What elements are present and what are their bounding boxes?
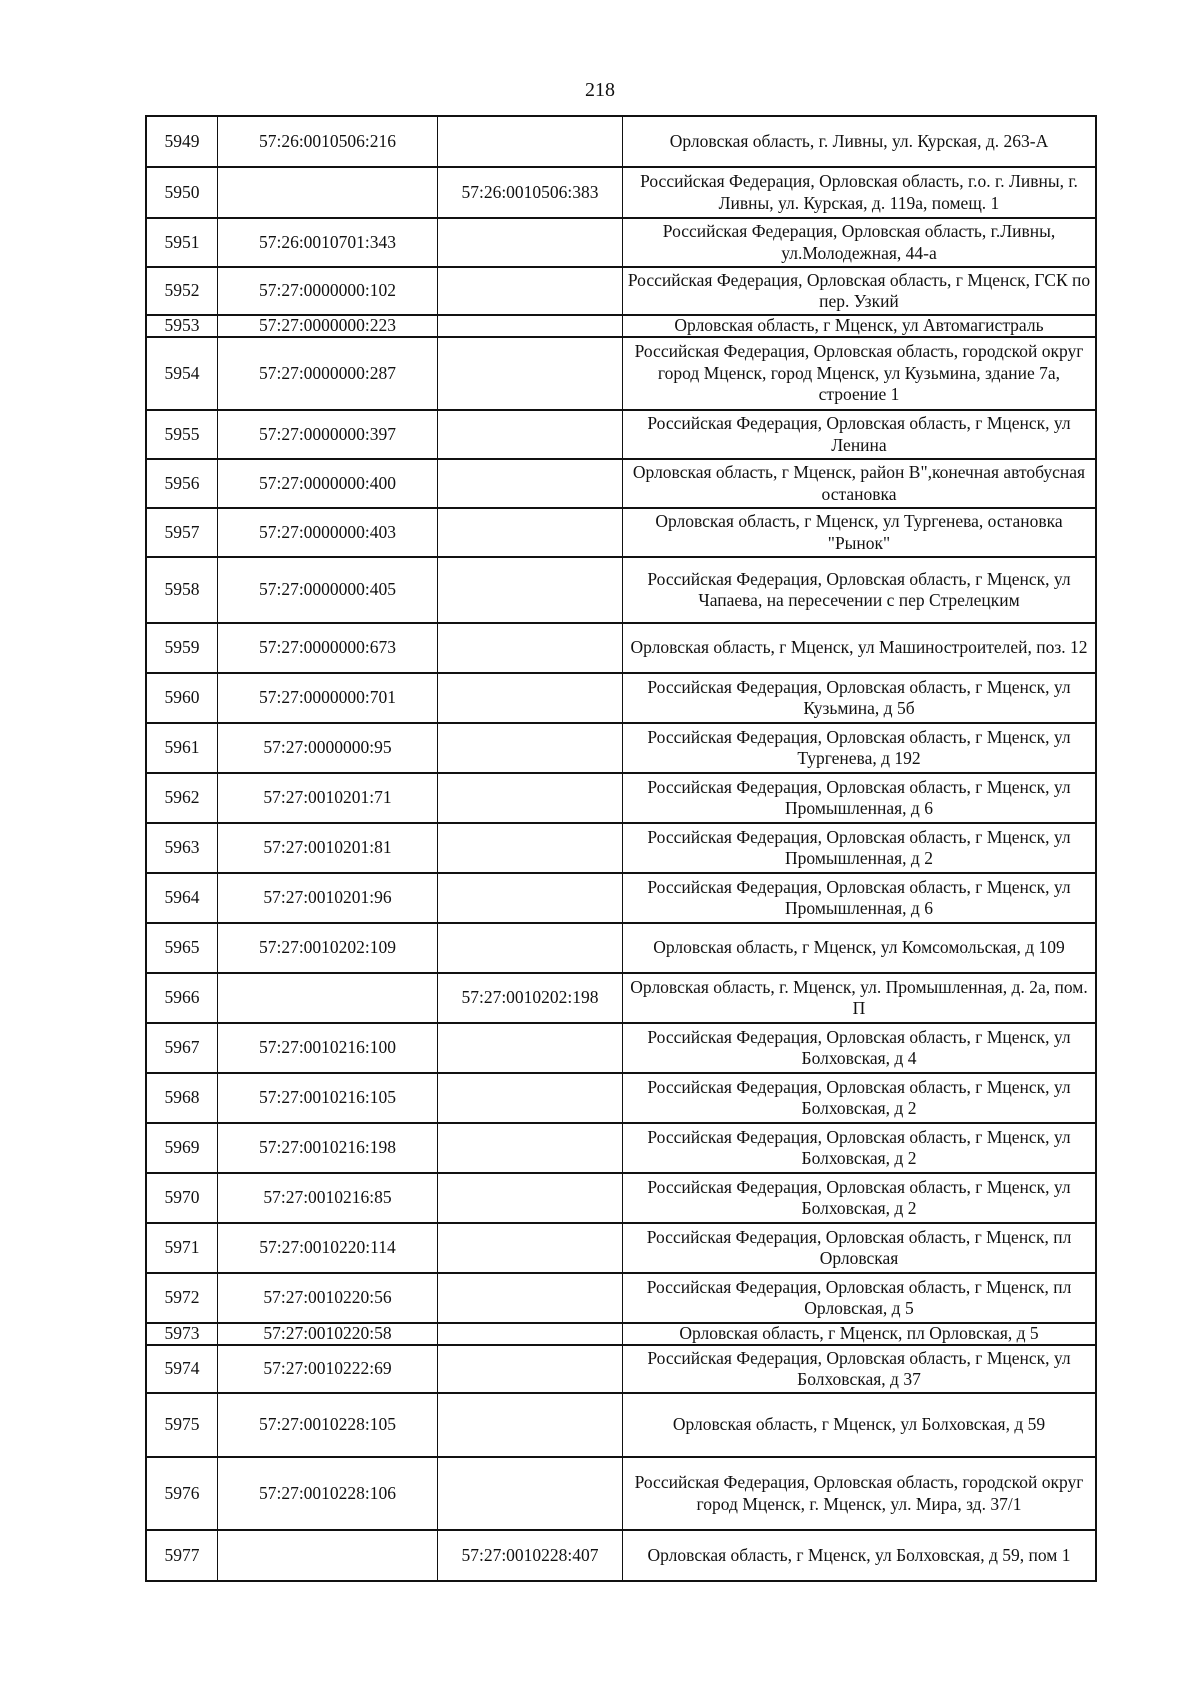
table-row xyxy=(147,168,1095,219)
row-number-cell: 5970 xyxy=(147,1174,218,1222)
cadastral-number-premises-cell xyxy=(438,724,623,772)
cadastral-number-premises-cell xyxy=(438,316,623,336)
address-cell: Российская Федерация, Орловская область, г Мценск, ул Болховская, д 2 xyxy=(647,1076,1071,1118)
address-cell: Российская Федерация, Орловская область, г Мценск, пл Орловская, д 5 xyxy=(646,1276,1072,1318)
cadastral-number-premises-cell xyxy=(438,924,623,972)
cadastral-number-cell: 57:27:0000000:95 xyxy=(218,724,438,772)
row-number-cell: 5962 xyxy=(147,774,218,822)
address-cell: Российская Федерация, Орловская область, г Мценск, ул Чапаева, на пересечении с пер Стрелецким xyxy=(647,568,1071,610)
cadastral-number-premises-cell xyxy=(438,558,623,622)
address-cell: Российская Федерация, Орловская область, г Мценск, пл Орловская xyxy=(646,1226,1072,1268)
cadastral-number-cell: 57:27:0010228:106 xyxy=(218,1458,438,1529)
table-row xyxy=(147,1531,1095,1582)
cadastral-number-cell: 57:27:0010222:69 xyxy=(218,1346,438,1392)
cadastral-number-premises-cell xyxy=(438,1224,623,1272)
cadastral-number-cell: 57:27:0000000:701 xyxy=(218,674,438,722)
address-cell: Орловская область, г Мценск, ул Болховская, д 59 xyxy=(672,1414,1046,1435)
address-cell: Российская Федерация, Орловская область, г Мценск, ГСК по пер. Узкий xyxy=(627,269,1091,311)
cadastral-number-premises-cell: 57:27:0010202:198 xyxy=(438,974,623,1022)
cadastral-number-premises-cell xyxy=(438,1174,623,1222)
row-number-cell: 5949 xyxy=(147,117,218,166)
row-number-cell: 5977 xyxy=(147,1531,218,1580)
table-row xyxy=(147,924,1095,974)
address-cell: Российская Федерация, Орловская область, г Мценск, ул Ленина xyxy=(647,413,1071,455)
cadastral-table xyxy=(145,115,1097,1582)
table-row xyxy=(147,624,1095,674)
address-cell: Российская Федерация, Орловская область, г Мценск, ул Промышленная, д 6 xyxy=(647,776,1071,818)
address-cell: Орловская область, г Мценск, ул Машиностроителей, поз. 12 xyxy=(630,637,1088,658)
table-row xyxy=(147,268,1095,316)
cadastral-number-premises-cell xyxy=(438,674,623,722)
row-number-cell: 5965 xyxy=(147,924,218,972)
address-cell: Российская Федерация, Орловская область, городской округ город Мценск, г. Мценск, ул. Мира, зд. 37/1 xyxy=(634,1472,1084,1514)
address-cell: Орловская область, г. Ливны, ул. Курская, д. 263-А xyxy=(669,130,1049,151)
cadastral-number-cell: 57:27:0010201:71 xyxy=(218,774,438,822)
row-number-cell: 5953 xyxy=(147,316,218,336)
row-number-cell: 5972 xyxy=(147,1274,218,1322)
address-cell: Российская Федерация, Орловская область, г Мценск, ул Болховская, д 37 xyxy=(647,1347,1071,1389)
row-number-cell: 5975 xyxy=(147,1394,218,1456)
row-number-cell: 5959 xyxy=(147,624,218,672)
address-cell: Российская Федерация, Орловская область, г Мценск, ул Болховская, д 2 xyxy=(647,1126,1071,1168)
address-cell: Орловская область, г Мценск, ул Болховская, д 59, пом 1 xyxy=(647,1544,1071,1565)
row-number-cell: 5950 xyxy=(147,168,218,217)
address-cell: Российская Федерация, Орловская область, г Мценск, ул Тургенева, д 192 xyxy=(647,726,1071,768)
cadastral-number-premises-cell xyxy=(438,219,623,266)
row-number-cell: 5966 xyxy=(147,974,218,1022)
address-cell: Орловская область, г Мценск, ул Тургенева, остановка "Рынок" xyxy=(655,511,1063,553)
cadastral-number-cell: 57:27:0010228:105 xyxy=(218,1394,438,1456)
table-row xyxy=(147,219,1095,268)
row-number-cell: 5954 xyxy=(147,338,218,409)
table-row xyxy=(147,558,1095,624)
cadastral-number-cell: 57:27:0000000:223 xyxy=(218,316,438,336)
cadastral-number-premises-cell xyxy=(438,774,623,822)
cadastral-number-premises-cell xyxy=(438,268,623,314)
address-cell: Орловская область, г Мценск, район В",конечная автобусная остановка xyxy=(632,462,1086,504)
cadastral-number-cell: 57:27:0000000:405 xyxy=(218,558,438,622)
cadastral-number-premises-cell xyxy=(438,460,623,507)
cadastral-number-cell: 57:27:0000000:403 xyxy=(218,509,438,556)
row-number-cell: 5973 xyxy=(147,1324,218,1344)
row-number-cell: 5974 xyxy=(147,1346,218,1392)
address-cell: Российская Федерация, Орловская область, г.Ливны, ул.Молодежная, 44-а xyxy=(662,221,1056,263)
table-row xyxy=(147,674,1095,724)
table-row xyxy=(147,1324,1095,1346)
cadastral-number-cell xyxy=(218,168,438,217)
table-row xyxy=(147,1024,1095,1074)
cadastral-number-premises-cell xyxy=(438,509,623,556)
cadastral-number-premises-cell xyxy=(438,338,623,409)
cadastral-number-cell: 57:27:0010216:100 xyxy=(218,1024,438,1072)
cadastral-number-premises-cell xyxy=(438,874,623,922)
cadastral-number-cell: 57:26:0010506:216 xyxy=(218,117,438,166)
address-cell: Российская Федерация, Орловская область, г Мценск, ул Промышленная, д 2 xyxy=(647,826,1071,868)
row-number-cell: 5963 xyxy=(147,824,218,872)
cadastral-number-cell: 57:27:0010201:81 xyxy=(218,824,438,872)
table-row xyxy=(147,117,1095,168)
cadastral-number-premises-cell: 57:26:0010506:383 xyxy=(438,168,623,217)
row-number-cell: 5958 xyxy=(147,558,218,622)
row-number-cell: 5968 xyxy=(147,1074,218,1122)
address-cell: Российская Федерация, Орловская область, г Мценск, ул Кузьмина, д 5б xyxy=(647,676,1071,718)
cadastral-number-cell: 57:27:0010216:198 xyxy=(218,1124,438,1172)
address-cell: Российская Федерация, Орловская область, г Мценск, ул Болховская, д 2 xyxy=(647,1176,1071,1218)
page-number: 218 xyxy=(585,79,615,101)
cadastral-number-premises-cell xyxy=(438,624,623,672)
address-cell: Орловская область, г Мценск, ул Комсомольская, д 109 xyxy=(653,937,1065,958)
address-cell: Российская Федерация, Орловская область, г Мценск, ул Промышленная, д 6 xyxy=(647,876,1071,918)
table-row xyxy=(147,1124,1095,1174)
cadastral-number-premises-cell xyxy=(438,1394,623,1456)
row-number-cell: 5961 xyxy=(147,724,218,772)
cadastral-number-premises-cell xyxy=(438,1324,623,1344)
row-number-cell: 5969 xyxy=(147,1124,218,1172)
cadastral-number-cell xyxy=(218,1531,438,1580)
row-number-cell: 5964 xyxy=(147,874,218,922)
cadastral-number-premises-cell xyxy=(438,1274,623,1322)
table-row xyxy=(147,1274,1095,1324)
row-number-cell: 5955 xyxy=(147,411,218,458)
cadastral-number-cell: 57:27:0000000:673 xyxy=(218,624,438,672)
cadastral-number-cell: 57:27:0010216:105 xyxy=(218,1074,438,1122)
table-row xyxy=(147,1174,1095,1224)
cadastral-number-cell: 57:27:0010201:96 xyxy=(218,874,438,922)
table-row xyxy=(147,1346,1095,1394)
table-row xyxy=(147,316,1095,338)
table-row xyxy=(147,1224,1095,1274)
row-number-cell: 5976 xyxy=(147,1458,218,1529)
cadastral-number-cell: 57:27:0010220:58 xyxy=(218,1324,438,1344)
cadastral-number-cell: 57:27:0000000:400 xyxy=(218,460,438,507)
table-row xyxy=(147,509,1095,558)
cadastral-number-premises-cell: 57:27:0010228:407 xyxy=(438,1531,623,1580)
cadastral-number-premises-cell xyxy=(438,824,623,872)
table-row xyxy=(147,460,1095,509)
cadastral-number-cell: 57:27:0010220:114 xyxy=(218,1224,438,1272)
address-cell: Орловская область, г Мценск, пл Орловская, д 5 xyxy=(679,1324,1039,1344)
cadastral-number-premises-cell xyxy=(438,1458,623,1529)
cadastral-number-premises-cell xyxy=(438,1074,623,1122)
table-row xyxy=(147,1074,1095,1124)
row-number-cell: 5967 xyxy=(147,1024,218,1072)
row-number-cell: 5957 xyxy=(147,509,218,556)
address-cell: Российская Федерация, Орловская область, г.о. г. Ливны, г. Ливны, ул. Курская, д. 119а, помещ. 1 xyxy=(640,171,1078,213)
cadastral-number-cell: 57:27:0010202:109 xyxy=(218,924,438,972)
table-row xyxy=(147,874,1095,924)
table-row xyxy=(147,974,1095,1024)
address-cell: Российская Федерация, Орловская область, городской округ город Мценск, город Мценск, ул Кузьмина, здание 7а, строение 1 xyxy=(634,341,1084,405)
cadastral-number-premises-cell xyxy=(438,117,623,166)
cadastral-number-cell: 57:27:0000000:397 xyxy=(218,411,438,458)
row-number-cell: 5951 xyxy=(147,219,218,266)
address-cell: Орловская область, г Мценск, ул Автомагистраль xyxy=(674,316,1044,336)
cadastral-number-cell: 57:27:0010220:56 xyxy=(218,1274,438,1322)
table-row xyxy=(147,338,1095,411)
cadastral-number-premises-cell xyxy=(438,411,623,458)
table-row xyxy=(147,411,1095,460)
table-row xyxy=(147,774,1095,824)
address-cell: Российская Федерация, Орловская область, г Мценск, ул Болховская, д 4 xyxy=(647,1026,1071,1068)
row-number-cell: 5971 xyxy=(147,1224,218,1272)
cadastral-number-cell: 57:26:0010701:343 xyxy=(218,219,438,266)
cadastral-number-cell: 57:27:0010216:85 xyxy=(218,1174,438,1222)
cadastral-number-premises-cell xyxy=(438,1024,623,1072)
cadastral-number-cell: 57:27:0000000:102 xyxy=(218,268,438,314)
cadastral-number-premises-cell xyxy=(438,1124,623,1172)
row-number-cell: 5956 xyxy=(147,460,218,507)
table-row xyxy=(147,724,1095,774)
cadastral-number-cell xyxy=(218,974,438,1022)
table-row xyxy=(147,1458,1095,1531)
cadastral-number-premises-cell xyxy=(438,1346,623,1392)
row-number-cell: 5960 xyxy=(147,674,218,722)
address-cell: Орловская область, г. Мценск, ул. Промышленная, д. 2а, пом. П xyxy=(630,976,1088,1018)
table-row xyxy=(147,824,1095,874)
table-row xyxy=(147,1394,1095,1458)
cadastral-number-cell: 57:27:0000000:287 xyxy=(218,338,438,409)
row-number-cell: 5952 xyxy=(147,268,218,314)
